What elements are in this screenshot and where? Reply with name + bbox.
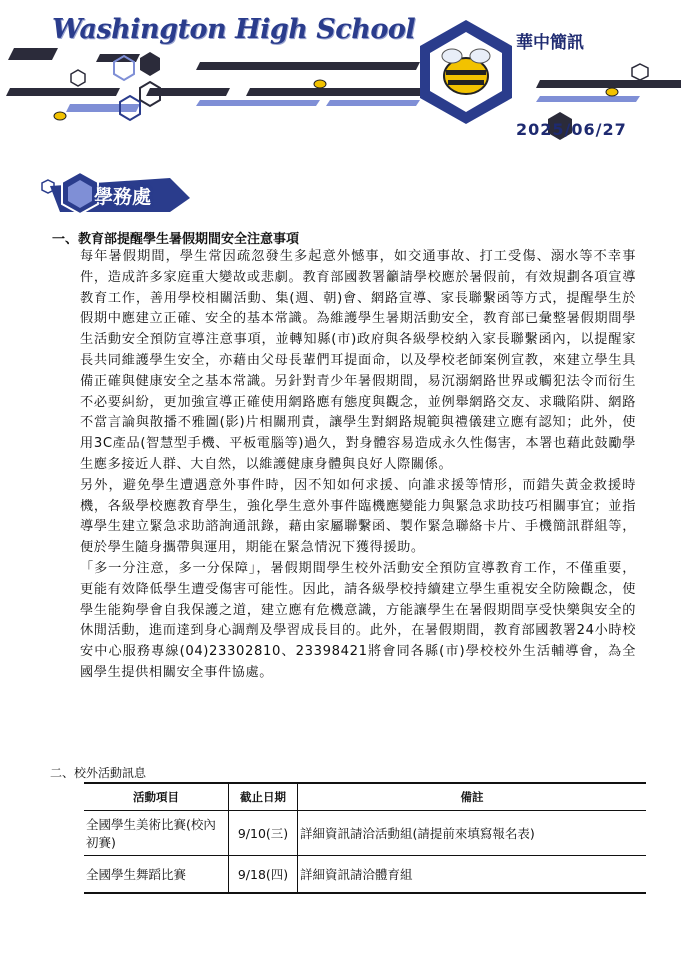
remarks-cell: 詳細資訊請洽體育組 [298, 856, 647, 894]
section-title: 學務處 [94, 186, 152, 208]
item1-heading: 一、教育部提醒學生暑假期間安全注意事項 [52, 232, 300, 247]
item2-heading: 二、校外活動訊息 [50, 766, 147, 780]
school-name: Washington High School [52, 14, 416, 45]
newsletter-header [0, 0, 681, 150]
item1-paragraph-1: 每年暑假期間，學生常因疏忽發生多起意外憾事，如交通事故、打工受傷、溺水等不幸事件，造成許多家庭重大變故或悲劇。教育部國教署籲請學校應於暑假前，有效規劃各項宣導教育工作，善用學校相關活動、集(週、朝)會、網路宣導、家長聯繫函等方式，提醒學生於假期中應建立正確、安全的基本常識。為維護學生暑期活動安全，教育部已彙整暑假期間學生活動安全預防宣導注意事項，並轉知縣(市)政府與各級學校納入家長聯繫函內，以提醒家長共同維護學生安全，亦藉由父母長輩們耳提面命，以及學校老師案例宣教，來建立學生具備正確與健康安全之基本常識。另針對青少年暑假期間，易沉溺網路世界或觸犯法令而衍生不必要糾紛，更加強宣導正確使用網路應有態度與觀念，並例舉網路交友、求職陷阱、網路不當言論與散播不雅圖(影)片相關刑責，讓學生對網路規範與禮儀建立應有認知；此外，使用3C產品(智慧型手機、平板電腦等)過久，對身體容易造成永久性傷害，本署也藉此鼓勵學生應多接近人群、大自然，以維護健康身體與良好人際關係。 [80, 249, 636, 472]
remarks-cell: 詳細資訊請洽活動組(請提前來填寫報名表) [298, 811, 647, 856]
item1-paragraph-2: 另外，避免學生遭遇意外事件時，因不知如何求援、向誰求援等情形，而錯失黃金救援時機，各級學校應教育學生，強化學生意外事件臨機應變能力與緊急求助技巧相關事宜；並指導學生建立緊急求助諮詢通訊錄，藉由家屬聯繫函、製作緊急聯絡卡片、手機簡訊群組等，便於學生隨身攜帶與運用，期能在緊急情況下獲得援助。 [80, 477, 636, 556]
deadline-cell: 9/10(三) [229, 811, 298, 856]
deadline-cell: 9/18(四) [229, 856, 298, 894]
issue-date: 2025/06/27 [516, 120, 627, 139]
header-deadline: 截止日期 [229, 783, 298, 811]
header-remarks: 備註 [298, 783, 647, 811]
table-row [84, 856, 646, 894]
activity-cell: 全國學生舞蹈比賽 [84, 856, 229, 894]
activity-cell: 全國學生美術比賽(校內初賽) [84, 811, 229, 856]
item1-body [80, 247, 636, 684]
activity-table [84, 782, 646, 894]
newsletter-name: 華中簡訊 [516, 33, 584, 53]
table-row [84, 811, 646, 856]
table-header-row [84, 783, 646, 811]
item1-paragraph-3: 「多一分注意，多一分保障」，暑假期間學生校外活動安全預防宣導教育工作，不僅重要，更能有效降低學生遭受傷害可能性。因此，請各級學校持續建立學生重視安全防險觀念，使學生能夠學會自我保護之道，建立應有危機意識，方能讓學生在暑假期間享受快樂與安全的休閒活動，進而達到身心調劑及學習成長目的。此外，在暑假期間，教育部國教署24小時校安中心服務專線(04)23302810、23398421將會同各縣(市)學校校外生活輔導會，為全國學生提供相關安全事件協處。 [80, 560, 636, 680]
header-activity: 活動項目 [84, 783, 229, 811]
